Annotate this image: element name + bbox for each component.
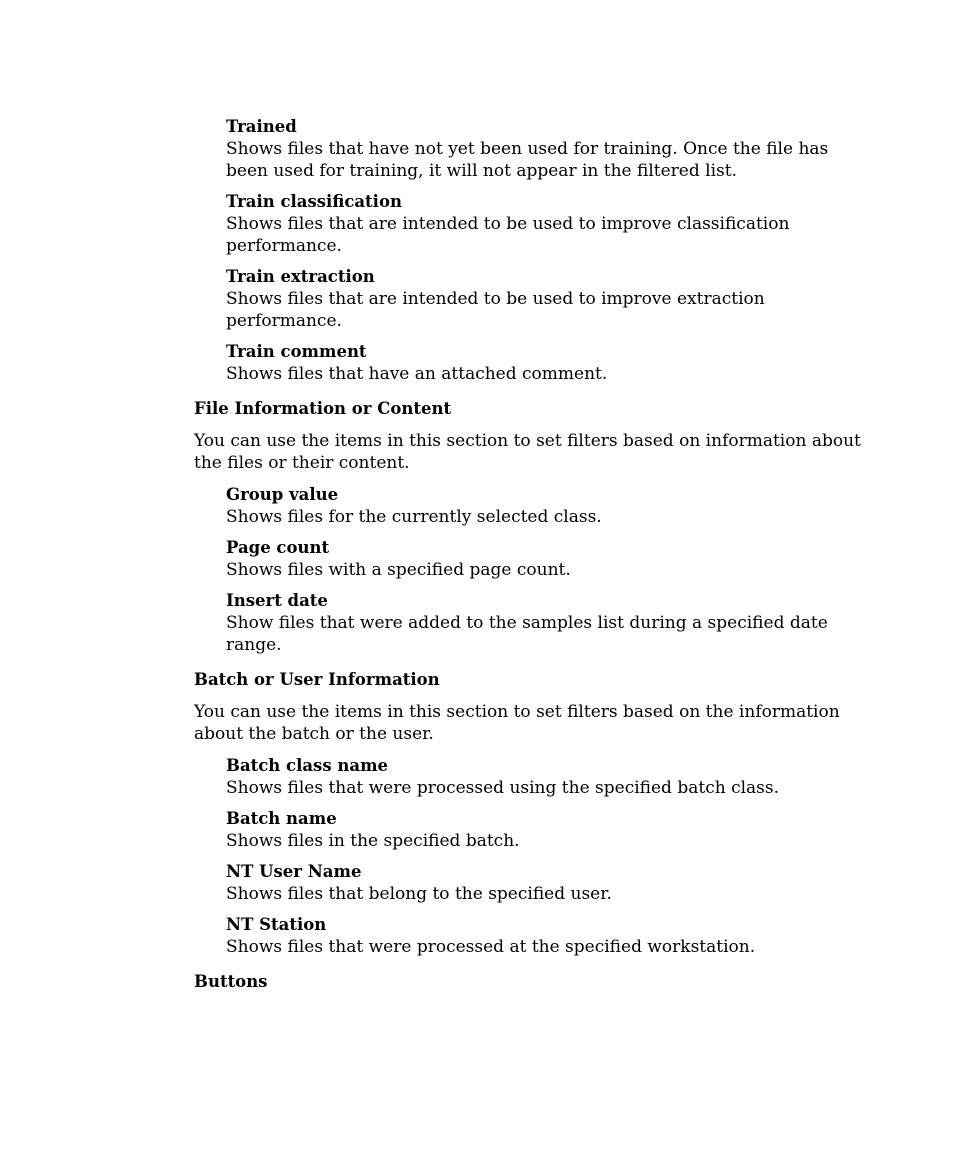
section-heading-file-info: File Information or Content (194, 399, 452, 418)
term-description: Shows files with a specified page count. (226, 560, 571, 580)
term-insert-date (226, 590, 874, 656)
term-group-value (226, 484, 874, 528)
term-train-comment (226, 341, 874, 385)
term-description: Shows files that have not yet been used for training. Once the file has been used for training, it will not appear in the filtered list. (226, 139, 829, 181)
term-title: NT Station (226, 915, 327, 934)
term-title: Train comment (226, 342, 367, 361)
term-batch-class-name (226, 755, 874, 799)
term-description: Shows files that were processed using the specified batch class. (226, 778, 780, 798)
term-description: Show files that were added to the samples list during a specified date range. (226, 613, 828, 655)
term-title: Train classification (226, 192, 402, 211)
term-title: Page count (226, 538, 330, 557)
document-page (194, 116, 874, 1003)
term-description: Shows files for the currently selected class. (226, 507, 602, 527)
term-batch-name (226, 808, 874, 852)
section-intro-file-info: You can use the items in this section to set filters based on information about the files or their content. (194, 431, 861, 473)
term-title: NT User Name (226, 862, 362, 881)
term-page-count (226, 537, 874, 581)
term-description: Shows files that belong to the specified user. (226, 884, 612, 904)
term-train-classification (226, 191, 874, 257)
section-heading-buttons: Buttons (194, 972, 268, 991)
section-intro-batch-info: You can use the items in this section to set filters based on the information about the batch or the user. (194, 702, 840, 744)
section-heading-batch-info: Batch or User Information (194, 670, 440, 689)
term-trained (226, 116, 874, 182)
term-title: Trained (226, 117, 297, 136)
term-title: Batch class name (226, 756, 389, 775)
term-title: Group value (226, 485, 339, 504)
term-nt-user-name (226, 861, 874, 905)
term-train-extraction (226, 266, 874, 332)
term-description: Shows files that have an attached comment. (226, 364, 608, 384)
term-description: Shows files that were processed at the specified workstation. (226, 937, 756, 957)
term-title: Batch name (226, 809, 337, 828)
term-title: Train extraction (226, 267, 375, 286)
term-title: Insert date (226, 591, 328, 610)
term-description: Shows files that are intended to be used to improve extraction performance. (226, 289, 765, 331)
term-nt-station (226, 914, 874, 958)
term-description: Shows files in the specified batch. (226, 831, 520, 851)
term-description: Shows files that are intended to be used to improve classification performance. (226, 214, 790, 256)
